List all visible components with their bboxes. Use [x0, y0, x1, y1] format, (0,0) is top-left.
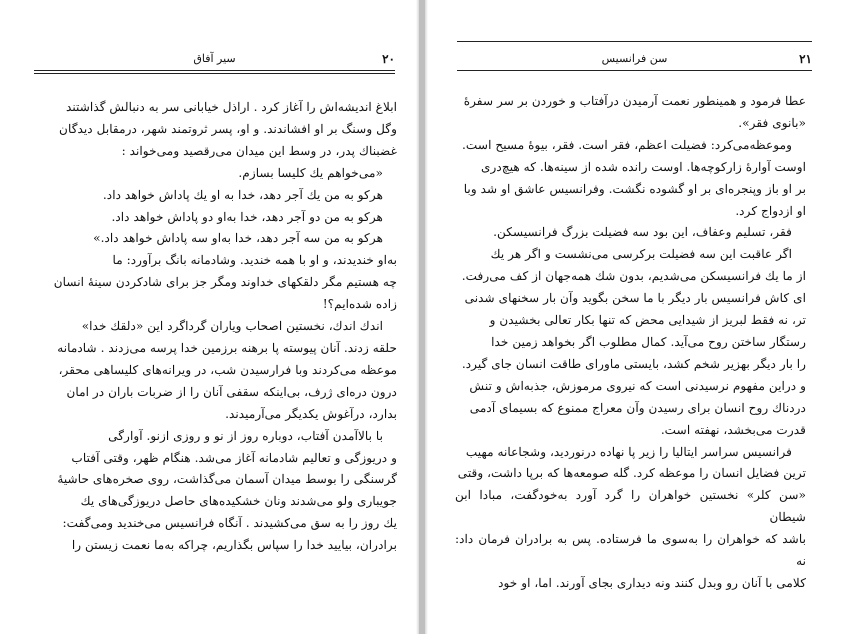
text-line: درون دره‌ای ژرف، بی‌اینکه سقفی آنان را از ضربات باران در امان [66, 384, 397, 399]
text-line: اوست آوارهٔ زارکوچه‌ها. اوست رانده شده از سینه‌ها. که هیچ‌دری [480, 159, 806, 174]
header-rule [457, 70, 812, 71]
text-line: فقر، تسلیم وعفاف، این بود سه فضیلت بزرگ فرانسیسکن. [493, 225, 792, 240]
text-line: قدرت می‌بخشد، نهفته است. [660, 422, 806, 437]
text-line: کلامی با آنان رو وبدل کنند ونه دیداری بجای آورند. اما، او خود [498, 575, 806, 590]
text-line: را بار دیگر بهزیر شخم کشد، بایستی ماورای طاقت انسان جای گیرد. [461, 356, 806, 371]
text-line: اندك اندك، نخستین اصحاب ویاران گرداگرد این «دلقك خدا» [81, 319, 383, 334]
right-page-header [457, 50, 812, 70]
text-line: وموعظه‌می‌کرد: فضیلت اعظم، فقر است. فقر، بیوهٔ مسیح است. [462, 137, 792, 152]
text-line: ابلاغ اندیشه‌اش را آغاز کرد . اراذل خیابانی سر به دنبالش گذاشتند [65, 100, 397, 114]
text-line: تر، نه فقط لبریز از شیدایی محض که تنها بکار تعالی بخشیدن و [489, 313, 806, 328]
text-line: باشد که خواهران را به‌سوی ما فرستاده. پس به برادران فرمان داد: نه [455, 532, 806, 569]
text-line: برادران، بیایید خدا را سپاس بگذاریم، چراکه به‌ما نعمت زیستن را [71, 538, 397, 553]
text-line: وگل وسنگ بر او افشاندند. و او، پسر ثروتمند شهر، درمقابل دیدگان [59, 121, 397, 136]
right-page [425, 0, 846, 634]
text-line: زاده شده‌ایم؟! [322, 297, 397, 312]
text-line: با بالاآمدن آفتاب، دوباره روز از نو و روزی ازنو. آوارگی [108, 428, 383, 443]
text-line: بر او باز وپنجره‌ای بر او گشوده نگشت. وفرانسیس عاشق او شد وبا [463, 181, 806, 196]
text-line: عطا فرمود و همینطور نعمت آرمیدن درآفتاب و خوردن بر سر سفرهٔ [463, 94, 806, 108]
header-rule [34, 70, 395, 71]
text-line: غضبناك پدر، در وسط این میدان می‌رقصید ومی‌خواند : [121, 143, 397, 158]
text-line: حلقه زدند. آنان پیوسته پا برهنه برزمین خدا پرسه می‌زدند . شادمانه [57, 340, 397, 355]
text-line: هرکو به من دو آجر دهد، خدا به‌او دو پاداش خواهد داد. [111, 209, 383, 224]
text-line: از ما یك فرانسیسکن می‌شدیم، بدون شك همه‌جهان از کف می‌رفت. [461, 269, 806, 284]
text-line: بدارد، درآغوش یکدیگر می‌آرمیدند. [225, 406, 397, 421]
text-line: هرکو به من یك آجر دهد، خدا به او یك پاداش خواهد داد. [102, 187, 383, 202]
text-line: و دراین مفهوم نرسیدنی است که نیروی مرموزش، جذبه‌اش و تنش [469, 378, 806, 393]
text-line: یك روز را به سق می‌کشیدند . آنگاه فرانسیس می‌خندید ومی‌گفت: [62, 516, 397, 531]
text-line: گرسنگی را بوسط میدان آسمان می‌گذاشت، روی صخره‌های حاشیهٔ [57, 472, 397, 487]
left-page [0, 0, 419, 634]
left-page-text [32, 97, 397, 557]
header-rule-double [34, 73, 395, 74]
text-line: او ازدواج کرد. [735, 203, 806, 218]
running-title: سن فرانسیس [601, 52, 668, 65]
text-line: فرانسیس سراسر ایتالیا را زیر پا نهاده درنوردید، وشجاعانه مهیب [465, 444, 792, 459]
text-line: چه هستیم مگر دلقکهای خداوند ومگر جز برای شادکردن سینهٔ انسان [53, 275, 397, 290]
text-line: دردناك روح انسان برای رسیدن وآن معراج ممنوع که بسیمای آدمی [469, 400, 806, 415]
text-line: «بانوی فقر». [738, 115, 806, 130]
text-line: و دریوزگی و تعالیم شادمانه آغاز می‌شد. هنگام ظهر، وقتی آفتاب [71, 450, 397, 465]
text-line: ترین فضایل انسان را موعظه کرد. گله صومعه‌ها که برپا داشت، وقتی [457, 466, 806, 481]
page-number: ۲۱ [799, 52, 812, 66]
text-line: اگر عاقبت این سه فضیلت برکرسی می‌نشست و اگر هر یك [490, 247, 792, 262]
text-line: رستگار ساختن روح می‌آید. کمال مطلوب اگر بخواهد زمین خدا [491, 334, 806, 349]
text-line: جویباری ولو می‌شدند ونان خشکیده‌های حاصل دریوزگی‌های یك [80, 494, 397, 509]
text-line: به‌او خندیدند، و او با همه خندید. وشادمانه بانگ برآورد: ما [112, 253, 397, 268]
text-line: هرکو به من سه آجر دهد، خدا به‌او سه پاداش خواهد داد.» [93, 231, 383, 246]
left-page-header [34, 50, 395, 70]
header-rule-top [457, 41, 812, 42]
text-line: «می‌خواهم یك کلیسا بسازم. [238, 165, 383, 180]
text-line: موعظه می‌کردند وبا فرارسیدن شب، در ویرانه‌های کلیساهی محقر، [58, 362, 397, 377]
text-line: «سن کلر» نخستین خواهران را گرد آورد به‌خودگفت، مبادا ابن شیطان [455, 488, 806, 525]
running-title: سیر آفاق [193, 52, 236, 65]
text-line: ای کاش فرانسیس بار دیگر با ما سخن بگوید وآن بار سخنهای شدنی [464, 291, 806, 306]
right-page-text [455, 91, 806, 595]
page-number: ۲۰ [382, 52, 395, 66]
